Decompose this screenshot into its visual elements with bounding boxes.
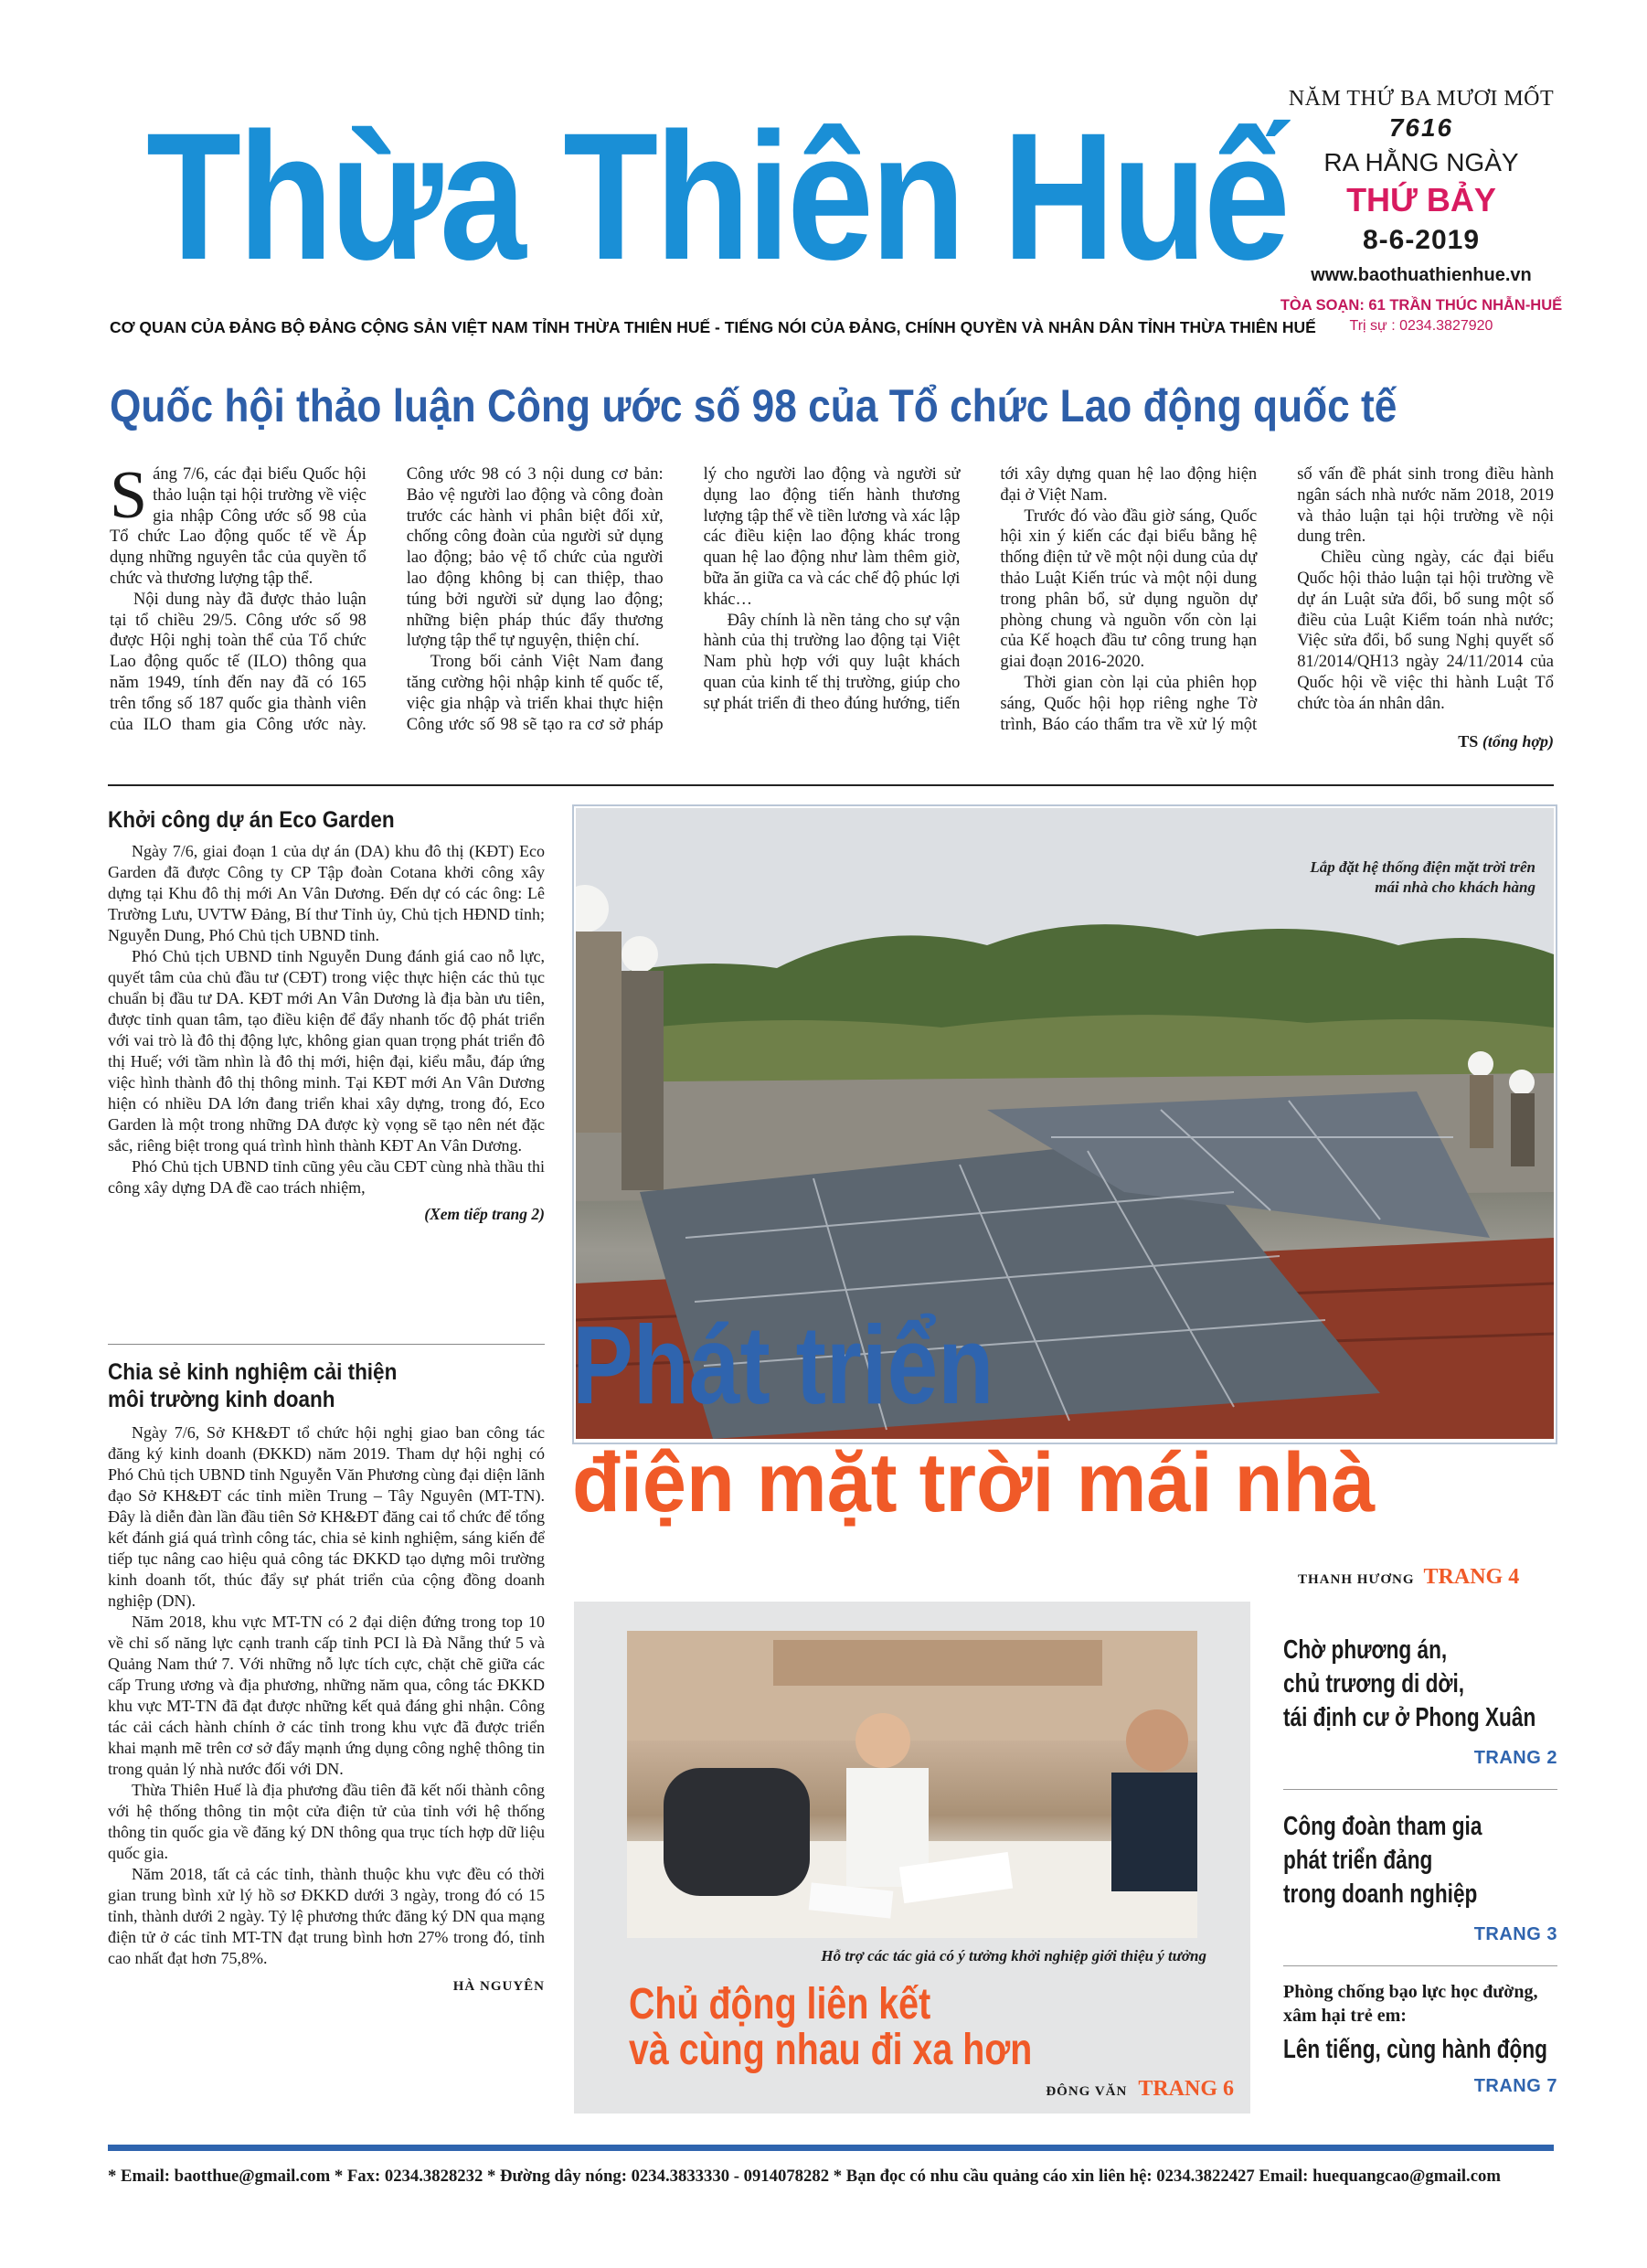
- business-paragraph: Ngày 7/6, Sở KH&ĐT tổ chức hội nghị giao ban công tác đăng ký kinh doanh (ĐKKD) năm 2019. Tham dự hội nghị có Phó Chủ tịch UBND tỉnh Nguyễn Văn Phương cùng đại diện lãnh đạo Sở KH&ĐT các tỉnh miền Trung – Tây Nguyên (MT-TN). Đây là diễn đàn lần đầu tiên Sở KH&ĐT đăng cai tổ chức để tổng kết đánh giá quá trình công tác, chia sẻ kinh nghiệm, sáng kiến để tiếp tục nâng cao hiệu quả công tác ĐKKD tạo dựng môi trường kinh doanh tốt, thúc đẩy sự phát triển của cộng đồng doanh nghiệp (DN).: [108, 1423, 545, 1610]
- teaser-bao-luc-hoc-duong[interactable]: [1283, 1980, 1557, 2097]
- startup-event-photo: [627, 1631, 1197, 1938]
- lead-article-body: [110, 458, 1554, 755]
- solar-photo-caption: Lắp đặt hệ thống điện mặt trời trên mái nhà cho khách hàng: [1310, 858, 1535, 896]
- masthead-title: Thừa Thiên Huế: [146, 95, 1288, 297]
- teaser-page-link[interactable]: TRANG 3: [1473, 1924, 1557, 1944]
- teaser-kicker: Phòng chống bạo lực học đường,: [1283, 1982, 1538, 2002]
- issue-weekday: THỨ BẢY: [1346, 181, 1496, 218]
- footer-rule: [108, 2145, 1554, 2151]
- lead-paragraph: Sáng 7/6, các đại biểu Quốc hội thảo luận tại hội trường về việc gia nhập Công ước số 98 của Tổ chức Lao động quốc tế về Áp dụng những nguyên tắc của quyền tổ chức và thương lượng tập thể.: [110, 458, 367, 588]
- issue-date: 8-6-2019: [1362, 225, 1481, 255]
- teaser-phong-xuan[interactable]: [1283, 1634, 1557, 1769]
- solar-page-link[interactable]: TRANG 4: [1423, 1565, 1520, 1589]
- lead-paragraph: Đây chính là nền tảng cho sự vận hành của thị trường lao động tại Việt Nam phù hợp với quy luật khách quan của kinh tế thị trường, giúp cho sự phát triển đi theo đúng hướng, tiến tới xây dựng quan hệ lao động hiện đại ở Việt Nam.: [703, 465, 1258, 713]
- teaser-line: trong doanh nghiệp: [1283, 1879, 1478, 1909]
- lead-byline: TS (tổng hợp): [1458, 732, 1554, 751]
- eco-garden-article: [108, 806, 545, 1225]
- eco-paragraph: Phó Chủ tịch UBND tỉnh cũng yêu cầu CĐT cùng nhà thầu thi công xây dựng DA đề cao trách nhiệm,: [108, 1157, 545, 1197]
- teaser-line: Công đoàn tham gia: [1283, 1812, 1482, 1841]
- eco-paragraph: Ngày 7/6, giai đoạn 1 của dự án (DA) khu đô thị (KĐT) Eco Garden đã được Công ty CP Tập đoàn Cotana khởi công xây dựng tại Khu đô thị mới An Vân Dương. Đến dự có các ông: Lê Trường Lưu, UVTW Đảng, Bí thư Tỉnh ủy, Chủ tịch HĐND tỉnh; Nguyễn Dung, Phó Chủ tịch UBND tỉnh.: [108, 842, 545, 944]
- worker-figure: [1509, 1070, 1535, 1166]
- business-author: HÀ NGUYÊN: [452, 1979, 545, 1994]
- teaser-divider: [1283, 1789, 1557, 1790]
- teaser-cong-doan[interactable]: [1283, 1810, 1557, 1945]
- teaser-line: Chờ phương án,: [1283, 1635, 1448, 1665]
- startup-scene-illustration: [627, 1631, 1197, 1938]
- business-paragraph: Thừa Thiên Huế là địa phương đầu tiên đã kết nối thành công với hệ thống thông tin một cửa điện tử của tỉnh với hệ thống thông tin quốc gia về đăng ký DN thông qua trục tích hợp dữ liệu quốc gia.: [108, 1781, 545, 1862]
- startup-page-link[interactable]: TRANG 6: [1138, 2077, 1234, 2101]
- issue-frequency: RA HẰNG NGÀY: [1323, 148, 1519, 176]
- lead-paragraph: Chiều cùng ngày, các đại biểu Quốc hội thảo luận tại hội trường về dự án Luật sửa đổi, bổ sung một số điều của Luật Kiểm toán nhà nước; Việc sửa đổi, bổ sung Nghị quyết số 81/2014/QH13 ngày 24/11/2014 của Quốc hội về việc thi hành Luật Tổ chức tòa án nhân dân.: [1297, 548, 1554, 713]
- issue-number: 7616: [1388, 113, 1454, 142]
- issue-year: NĂM THỨ BA MƯƠI MỐT: [1288, 87, 1555, 111]
- business-paragraph: Năm 2018, khu vực MT-TN có 2 đại diện đứng trong top 10 về chỉ số năng lực cạnh tranh cấp tỉnh PCI là Đà Nẵng thứ 5 và Quảng Nam thứ 7. Với những nỗ lực tích cực, chặt chẽ giữa các cấp Trung ương và địa phương, những năm qua, công tác ĐKKD khu vực MT-TN đã đạt được những kết quả đáng ghi nhận. Công tác cải cách hành chính ở các tỉnh trong khu vực đã được triển khai mạnh mẽ trên cơ sở đẩy mạnh ứng dụng công nghệ thông tin trong quản lý nhà nước đối với DN.: [108, 1613, 545, 1778]
- solar-byline: [1298, 1565, 1554, 1590]
- section-divider: [108, 784, 1554, 786]
- teaser-kicker: xâm hại trẻ em:: [1283, 2006, 1407, 2026]
- footer-contact: * Email: baotthue@gmail.com * Fax: 0234.3828232 * Đường dây nóng: 0234.3833330 - 0914078282 * Bạn đọc có nhu cầu quảng cáo xin liên hệ: 0234.3822427 Email: huequangcao@gmail.com: [108, 2167, 1501, 2186]
- lead-paragraph: Trong bối cảnh Việt Nam đang tăng cường hội nhập kinh tế quốc tế, việc gia nhập và triển khai thực hiện Công ước số 98 sẽ tạo ra cơ sở pháp lý cho người lao động và người sử dụng lao động tiến hành thương lượng tập thể về tiền lương và xác lập các điều kiện lao động khác trong quan hệ lao động như làm thêm giờ, bữa ăn giữa ca và các chế độ phúc lợi khác…: [406, 465, 961, 734]
- business-paragraph: Năm 2018, tất cả các tỉnh, thành thuộc khu vực đều có thời gian trung bình xử lý hồ sơ ĐKKD dưới 3 ngày, trong đó có 15 tỉnh, thành dưới 2 ngày. Tỷ lệ phương thức đăng ký DN qua mạng điện tử ở các tỉnh MT-TN đạt trung bình hơn 27% trong đó, tỉnh cao nhất đạt hơn 75,8%.: [108, 1865, 545, 1967]
- see-more-link[interactable]: (Xem tiếp trang 2): [424, 1205, 545, 1223]
- business-headline-line1: Chia sẻ kinh nghiệm cải thiện: [108, 1359, 398, 1385]
- issue-phone: Trị sự : 0234.3827920: [1349, 318, 1493, 334]
- eco-paragraph: Phó Chủ tịch UBND tỉnh Nguyễn Dung đánh giá cao nỗ lực, quyết tâm của chủ đầu tư (CĐT) trong việc thực hiện các thủ tục chuẩn bị đầu tư DA. KĐT mới An Vân Dương là địa bàn ưu tiên, được tỉnh quan tâm, tạo điều kiện để đẩy nhanh tốc độ phát triển với vai trò là đô thị động lực, không gian quan trọng phát triển đô thị Huế; với tầm nhìn là đô thị mới, hiện đại, kiểu mẫu, đáp ứng việc hình thành đô thị thông minh. Tại KĐT mới An Vân Dương hiện có nhiều DA lớn đang triển khai xây dựng, trong đó, Eco Garden là một trong những DA được kỳ vọng sẽ tạo nên nét đặc sắc, riêng biệt trong quá trình hình thành KĐT An Vân Dương.: [108, 947, 545, 1155]
- masthead-tagline: CƠ QUAN CỦA ĐẢNG BỘ ĐẢNG CỘNG SẢN VIỆT NAM TỈNH THỪA THIÊN HUẾ - TIẾNG NÓI CỦA ĐẢNG, CHÍNH QUYỀN VÀ NHÂN DÂN TỈNH THỪA THIÊN HUẾ: [110, 318, 1316, 336]
- lead-paragraph: Nội dung này đã được thảo luận tại tổ chiều 29/5. Công ước số 98 được Hội nghị toàn thể của Tổ chức Lao động quốc tế (ILO) thông qua năm 1949, tính đến nay đã có 165 trên tổng số 187 quốc gia thành viên của ILO tham gia Công ước này. Công ước 98 có 3 nội dung cơ bản: Bảo vệ người lao động và công đoàn trước các hành vi phân biệt đối xử, chống công đoàn của người sử dụng lao động; bảo vệ tổ chức của người lao động không bị can thiệp, thao túng bởi người sử dụng lao động; những biện pháp thúc đẩy thương lượng tập thể tự nguyện, thiện chí.: [110, 465, 664, 734]
- startup-title: Chủ động liên kết và cùng nhau đi xa hơn: [629, 1980, 1033, 2074]
- lead-paragraph: Thời gian còn lại của phiên họp sáng, Quốc hội họp riêng nghe Tờ trình, Báo cáo thẩm tra về xử lý một số vấn đề phát sinh trong điều hành ngân sách nhà nước năm 2018, 2019 và thảo luận tại hội trường về nội dung trên.: [1000, 465, 1554, 734]
- drop-cap: S: [110, 458, 148, 533]
- teaser-line: chủ trương di dời,: [1283, 1669, 1465, 1698]
- solar-title-line2: điện mặt trời mái nhà: [572, 1436, 1376, 1529]
- teaser-page-link[interactable]: TRANG 7: [1473, 2076, 1557, 2096]
- teaser-divider: [1283, 1965, 1557, 1966]
- startup-byline: [978, 2077, 1234, 2102]
- lead-headline: Quốc hội thảo luận Công ước số 98 của Tổ chức Lao động quốc tế: [110, 380, 1397, 431]
- teaser-line: phát triển đảng: [1283, 1846, 1433, 1875]
- business-headline-line2: môi trường kinh doanh: [108, 1387, 335, 1412]
- worker-figure: [622, 936, 664, 1190]
- business-article: [108, 1358, 545, 1997]
- eco-garden-headline: Khởi công dự án Eco Garden: [108, 807, 395, 833]
- issue-info: [1275, 87, 1567, 335]
- startup-author: ĐÔNG VĂN: [1046, 2084, 1128, 2099]
- issue-website-link[interactable]: www.baothuathienhue.vn: [1311, 265, 1532, 285]
- lead-paragraph: Trước đó vào đầu giờ sáng, Quốc hội xin ý kiến các đại biểu bằng hệ thống điện tử về một nội dung của dự thảo Luật Kiến trúc và một nội dung trong phân bổ, sử dụng nguồn dự phòng chung và nguồn vốn còn lại của Kế hoạch đầu tư công trung hạn giai đoạn 2016-2020.: [1000, 506, 1258, 672]
- issue-address: TÒA SOẠN: 61 TRẦN THÚC NHẪN-HUẾ: [1280, 297, 1563, 314]
- teaser-line: Lên tiếng, cùng hành động: [1283, 2035, 1548, 2064]
- worker-figure: [1468, 1051, 1493, 1148]
- startup-photo-caption: Hỗ trợ các tác giả có ý tưởng khởi nghiệp giới thiệu ý tưởng: [821, 1947, 1206, 1965]
- solar-title-line1: Phát triển: [572, 1303, 994, 1427]
- column-divider: [108, 1344, 545, 1345]
- solar-author: THANH HƯƠNG: [1298, 1572, 1415, 1587]
- teaser-line: tái định cư ở Phong Xuân: [1283, 1703, 1536, 1732]
- teaser-page-link[interactable]: TRANG 2: [1473, 1748, 1557, 1768]
